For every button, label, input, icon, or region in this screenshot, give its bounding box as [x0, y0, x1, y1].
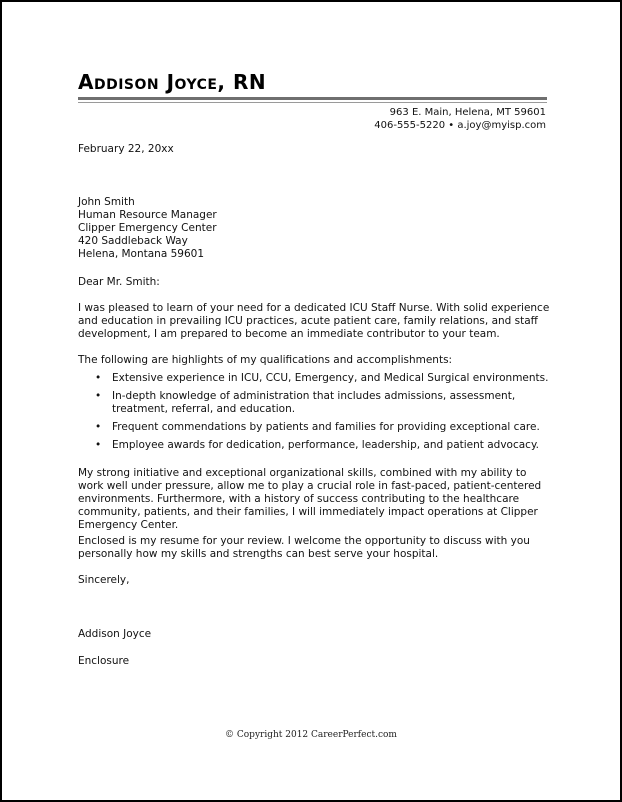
paragraph-intro: I was pleased to learn of your need for a dedicated ICU Staff Nurse. With solid experience and education in prevailing ICU practices, acute patient care, family relations, and staff development, I am prepared to become an immediate contributor to your team.: [78, 302, 550, 340]
bullet-icon: •: [95, 439, 102, 451]
list-item-text: Extensive experience in ICU, CCU, Emergency, and Medical Surgical environments.: [112, 372, 549, 384]
list-item: [78, 372, 550, 385]
recipient-title: Human Resource Manager: [78, 209, 217, 221]
salutation: Dear Mr. Smith:: [78, 276, 160, 288]
enclosure-note: Enclosure: [78, 655, 130, 667]
header-rule-thin: [78, 102, 547, 103]
letter-date: February 22, 20xx: [78, 143, 174, 155]
recipient-company: Clipper Emergency Center: [78, 222, 217, 234]
complimentary-close: Sincerely,: [78, 574, 130, 586]
recipient-name: John Smith: [78, 196, 135, 208]
paragraph-closing: Enclosed is my resume for your review. I welcome the opportunity to discuss with you personally how my skills and strengths can best serve your hospital.: [78, 535, 530, 560]
list-item-text: Frequent commendations by patients and families for providing exceptional care.: [112, 421, 540, 433]
sender-contact: [374, 106, 546, 132]
recipient-city: Helena, Montana 59601: [78, 248, 205, 260]
list-item-text: In-depth knowledge of administration that includes admissions, assessment, treatment, referral, and education.: [112, 390, 516, 415]
bullet-icon: •: [95, 372, 102, 384]
paragraph-highlights-intro: The following are highlights of my qualifications and accomplishments:: [78, 354, 453, 366]
signature-name: Addison Joyce: [78, 628, 152, 640]
list-item: [78, 390, 550, 416]
sender-phone-email: 406-555-5220 • a.joy@myisp.com: [374, 120, 546, 131]
paragraph-skills: My strong initiative and exceptional organizational skills, combined with my ability to work well under pressure, allow me to play a crucial role in fast-paced, patient-centered environments. Furthermore, with a history of success contributing to the healthcare community, patients, and their families, I will immediately impact operations at Clipper Emergency Center.: [78, 467, 542, 531]
list-item: [78, 421, 550, 434]
header-rule-thick: [78, 97, 547, 100]
recipient-street: 420 Saddleback Way: [78, 235, 188, 247]
sender-name: Addison Joyce, RN: [78, 70, 267, 94]
recipient-block: [78, 196, 550, 261]
list-item: [78, 439, 550, 452]
list-item-text: Employee awards for dedication, performance, leadership, and patient advocacy.: [112, 439, 540, 451]
copyright-footer: © Copyright 2012 CareerPerfect.com: [225, 730, 397, 740]
sender-address: 963 E. Main, Helena, MT 59601: [389, 107, 546, 118]
bullet-icon: •: [95, 421, 102, 433]
qualifications-list: [78, 372, 550, 457]
bullet-icon: •: [95, 390, 102, 402]
